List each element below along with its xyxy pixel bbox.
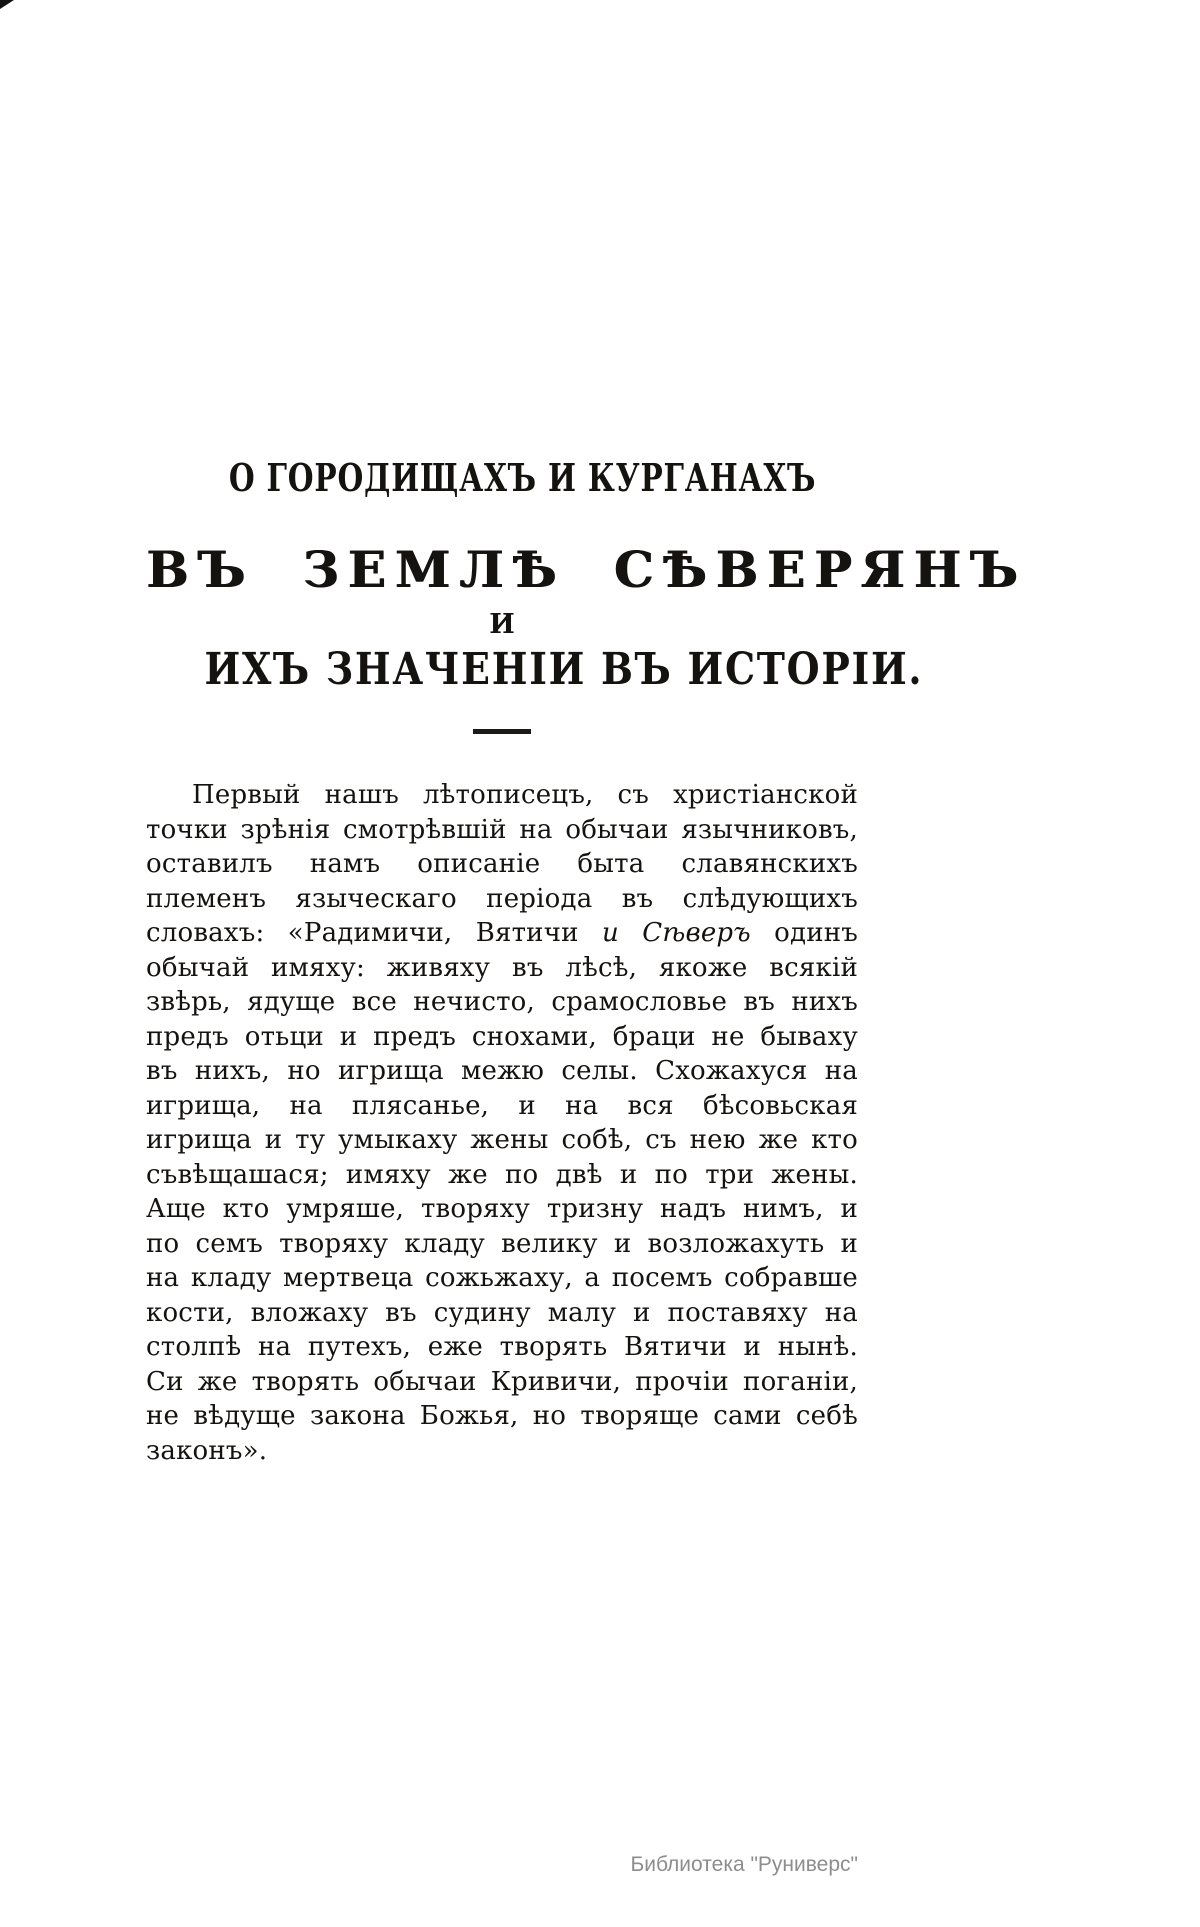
body-text-part1: Первый нашъ лѣтописецъ, съ христіанской точки зрѣнія смотрѣвшій на обычаи язычниковъ, оставилъ намъ описаніе быта славянскихъ племенъ языческаго періода въ слѣдующихъ словахъ: «Радимичи, Вятичи	[146, 780, 858, 948]
scan-artifact	[0, 0, 14, 9]
body-text-part2: одинъ обычай имяху: живяху въ лѣсѣ, якоже всякій звѣрь, ядуще все нечисто, срамословье въ нихъ предъ отьци и предъ снохами, браци не бываху въ нихъ, но игрища межю селы. Схожахуся на игрища, на плясанье, и на вся бѣсовьская игрища и ту умыкаху жены собѣ, съ нею же кто съвѣщашася; имяху же по двѣ и по три жены. Аще кто умряше, творяху тризну надъ нимъ, и по семъ творяху кладу велику и возложахуть и на кладу мертвеца сожьжаху, а посемъ собравше кости, вложаху въ судину малу и поставяху на столпѣ на путехъ, еже творять Вятичи и нынѣ. Си же творять обычаи Кривичи, прочіи поганіи, не вѣдуще закона Божья, но творяще сами себѣ законъ».	[146, 918, 858, 1466]
title-line-1	[146, 455, 858, 500]
decorative-rule	[473, 729, 531, 734]
title-line-2: ВЪ ЗЕМЛѢ СѢВЕРЯНЪ	[146, 540, 1027, 599]
library-credit: Библиотека "Руниверс"	[630, 1853, 858, 1876]
body-paragraph	[146, 778, 858, 1468]
page-content	[146, 455, 1027, 1468]
title-line-4-text: ИХЪ ЗНАЧЕНІИ ВЪ ИСТОРІИ.	[204, 644, 924, 695]
title-block	[146, 455, 1027, 734]
body-text-italic: и Сѣверъ	[601, 918, 751, 948]
title-line-1-text: О ГОРОДИЩАХЪ И КУРГАНАХЪ	[228, 455, 817, 500]
title-line-3: И	[489, 609, 515, 640]
title-line-4	[146, 644, 924, 695]
